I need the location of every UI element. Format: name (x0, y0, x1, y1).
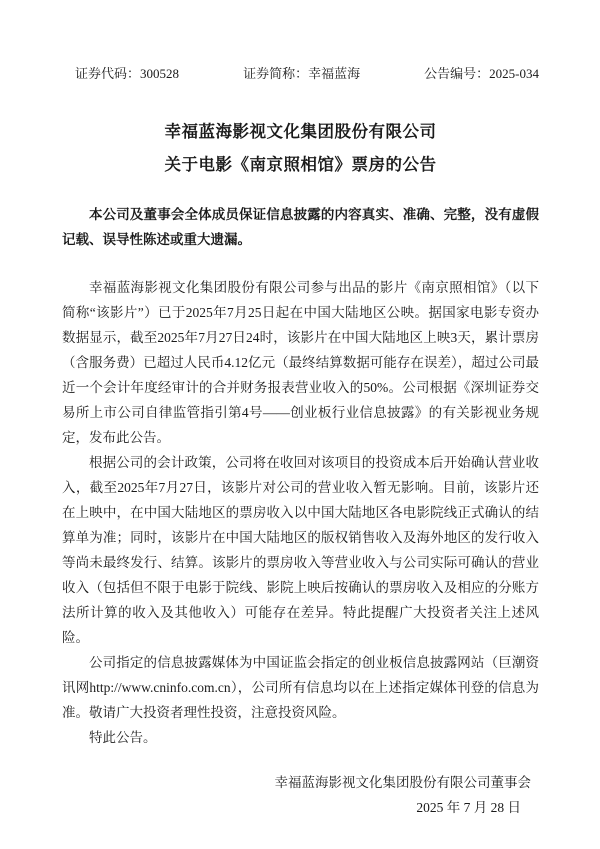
announcement-number (424, 66, 539, 82)
signature-date: 2025 年 7 月 28 日 (416, 800, 521, 815)
stock-name (243, 66, 360, 82)
stock-name-label: 证券简称： (243, 66, 309, 81)
doc-header (62, 66, 539, 82)
stock-code-label: 证券代码： (75, 66, 141, 81)
stock-name-value: 幸福蓝海 (308, 66, 361, 81)
board-declaration: 本公司及董事会全体成员保证信息披露的内容真实、准确、完整，没有虚假记载、误导性陈述或重大遗漏。 (62, 207, 539, 247)
signature-company: 幸福蓝海影视文化集团股份有限公司董事会 (274, 775, 531, 790)
stock-code-value: 300528 (140, 66, 180, 81)
paragraph-box-office: 幸福蓝海影视文化集团股份有限公司参与出品的影片《南京照相馆》（以下简称“该影片”）已于2025年7月25日起在中国大陆地区公映。据国家电影专资办数据显示，截至2025年7月27日24时，该影片在中国大陆地区上映3天，累计票房（含服务费）已超过人民币4.12亿元（最终结算数据可能存在误差），超过公司最近一个会计年度经审计的合并财务报表营业收入的50%。公司根据《深圳证券交易所上市公司自律监管指引第4号——创业板行业信息披露》的有关影视业务规定，发布此公告。 (62, 280, 539, 445)
paragraph-revenue-recognition: 根据公司的会计政策，公司将在收回对该项目的投资成本后开始确认营业收入，截至2025年7月27日，该影片对公司的营业收入暂无影响。目前，该影片还在上映中，在中国大陆地区的票房收入以中国大陆地区各电影院线正式确认的结算单为准；同时，该影片在中国大陆地区的版权销售收入及海外地区的发行收入等尚未最终发行、结算。该影片的票房收入等营业收入与公司实际可确认的营业收入（包括但不限于电影于院线、影院上映后按确认的票房收入及相应的分账方法所计算的收入及其他收入）可能存在差异。特此提醒广大投资者关注上述风险。 (62, 455, 539, 645)
announcement-number-value: 2025-034 (489, 66, 539, 81)
signature-block (62, 770, 539, 820)
announcement-number-label: 公告编号： (424, 66, 490, 81)
paragraph-closing: 特此公告。 (89, 730, 157, 745)
stock-code (75, 66, 179, 82)
title-line-subject: 关于电影《南京照相馆》票房的公告 (164, 155, 437, 174)
document-title (62, 115, 539, 181)
title-line-company: 幸福蓝海影视文化集团股份有限公司 (164, 122, 437, 141)
paragraph-disclosure-media: 公司指定的信息披露媒体为中国证监会指定的创业板信息披露网站（巨潮资讯网http://www.cninfo.com.cn），公司所有信息均以在上述指定媒体刊登的信息为准。敬请广大投资者理性投资，注意投资风险。 (62, 655, 539, 720)
